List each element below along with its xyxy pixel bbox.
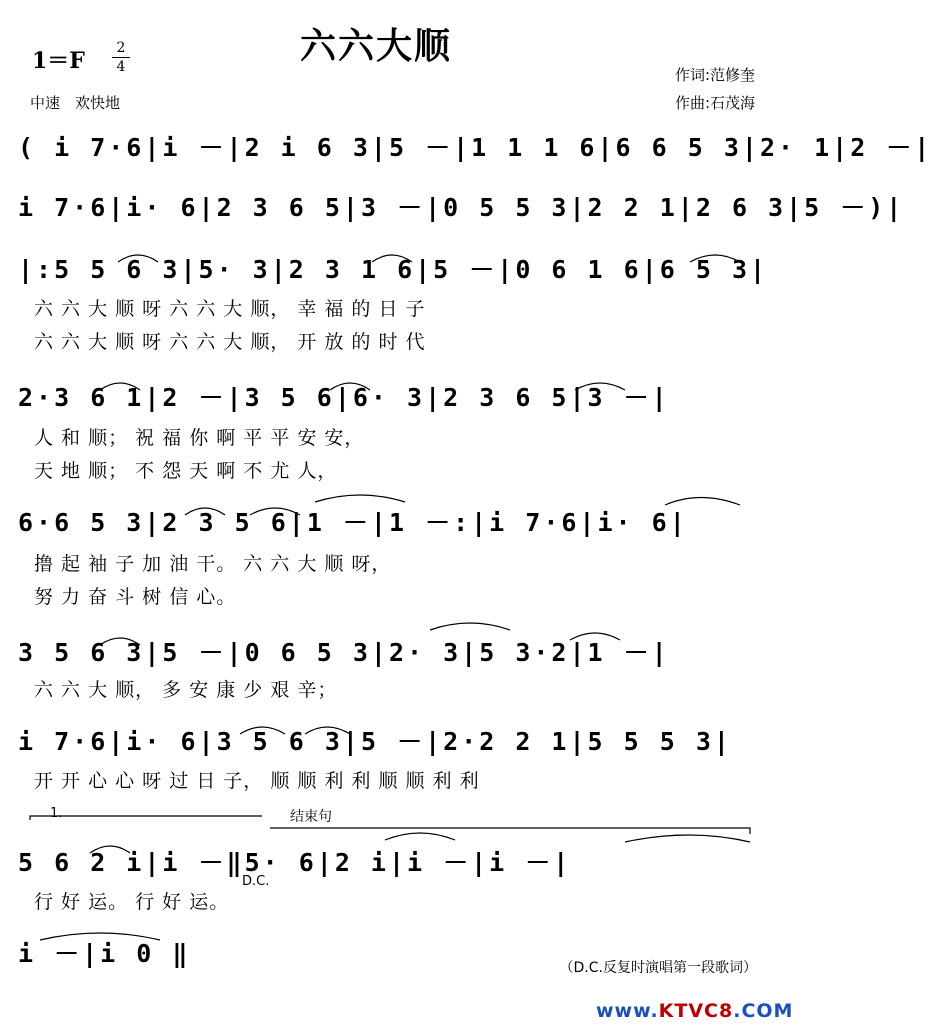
first-ending-mark: 1. (50, 806, 63, 821)
dc-footnote: （D.C.反复时演唱第一段歌词） (559, 960, 757, 976)
lyric-line-3-verse-1: 六 六 大 顺 呀 六 六 大 顺， 幸 福 的 日 子 (34, 298, 426, 320)
tie-arc (185, 508, 225, 515)
tie-arc (665, 498, 740, 506)
tie-arc (690, 255, 740, 262)
tie-arc (118, 255, 158, 262)
song-title: 六六大顺 (300, 25, 453, 67)
tie-arc (100, 383, 140, 390)
tie-arc (305, 727, 350, 734)
tie-arc (100, 638, 140, 645)
tie-arc (240, 727, 285, 734)
dc-mark: D.C. (242, 874, 270, 889)
score-line-9: i －|i 0 ‖ (18, 939, 191, 968)
volta-bracket (30, 816, 262, 820)
score-line-1: ( i 7·6|i －|2 i 6 3|5 －|1 1 1 6|6 6 5 3|2· 1|2 －| (18, 133, 932, 162)
key-signature: 1＝F (32, 48, 85, 74)
tie-arc (90, 846, 130, 853)
composer-credit: 作曲:石茂海 (674, 94, 755, 112)
watermark-brand: KTVC8 (658, 1000, 734, 1022)
ending-bracket (270, 828, 750, 834)
time-signature-top: 2 (116, 40, 126, 56)
score-line-8: 5 6 2 i|i －‖5· 6|2 i|i －|i －| (18, 848, 572, 877)
tie-arc (430, 623, 510, 630)
score-line-2: i 7·6|i· 6|2 3 6 5|3 －|0 5 5 3|2 2 1|2 6 3|5 －)| (18, 193, 905, 222)
tie-arc (315, 495, 405, 502)
lyric-line-6: 六 六 大 顺， 多 安 康 少 艰 辛； (34, 679, 338, 701)
score-line-3: |:5 5 6 3|5· 3|2 3 1 6|5 －|0 6 1 6|6 5 3| (18, 255, 769, 284)
tie-arc (372, 255, 412, 262)
tie-arc (625, 835, 750, 842)
tie-arc (570, 633, 620, 640)
tie-arc (40, 933, 160, 940)
tie-arc (250, 508, 300, 515)
lyricist-credit: 作词:范修奎 (674, 66, 755, 84)
tie-arc (330, 383, 370, 390)
lyric-line-3-verse-2: 六 六 大 顺 呀 六 六 大 顺， 开 放 的 时 代 (34, 331, 426, 353)
lyric-line-8: 行 好 运。 行 好 运。 (34, 891, 230, 913)
lyric-line-4-verse-1: 人 和 顺； 祝 福 你 啊 平 平 安 安， (34, 427, 365, 449)
lyric-line-7: 开 开 心 心 呀 过 日 子， 顺 顺 利 利 顺 顺 利 利 (34, 770, 480, 792)
time-signature-bottom: 4 (116, 59, 126, 75)
score-line-6: 3 5 6 3|5 －|0 6 5 3|2· 3|5 3·2|1 －| (18, 638, 670, 667)
tempo-marking: 中速 欢快地 (30, 94, 121, 112)
lyric-line-4-verse-2: 天 地 顺； 不 怨 天 啊 不 尤 人， (34, 460, 338, 482)
lyric-line-5-verse-1: 撸 起 袖 子 加 油 干。 六 六 大 顺 呀， (34, 553, 392, 575)
score-line-4: 2·3 6 1|2 －|3 5 6|6· 3|2 3 6 5|3 －| (18, 383, 670, 412)
watermark-prefix: www. (596, 1000, 659, 1022)
lyric-line-5-verse-2: 努 力 奋 斗 树 信 心。 (34, 586, 237, 608)
tie-arc (575, 383, 625, 390)
tie-arc (385, 833, 455, 840)
watermark-suffix: .COM (733, 1000, 794, 1022)
score-line-7: i 7·6|i· 6|3 5 6 3|5 －|2·2 2 1|5 5 5 3| (18, 727, 732, 756)
ending-section-label: 结束句 (290, 809, 332, 825)
score-line-5: 6·6 5 3|2 3 5 6|1 －|1 －:|i 7·6|i· 6| (18, 508, 688, 537)
